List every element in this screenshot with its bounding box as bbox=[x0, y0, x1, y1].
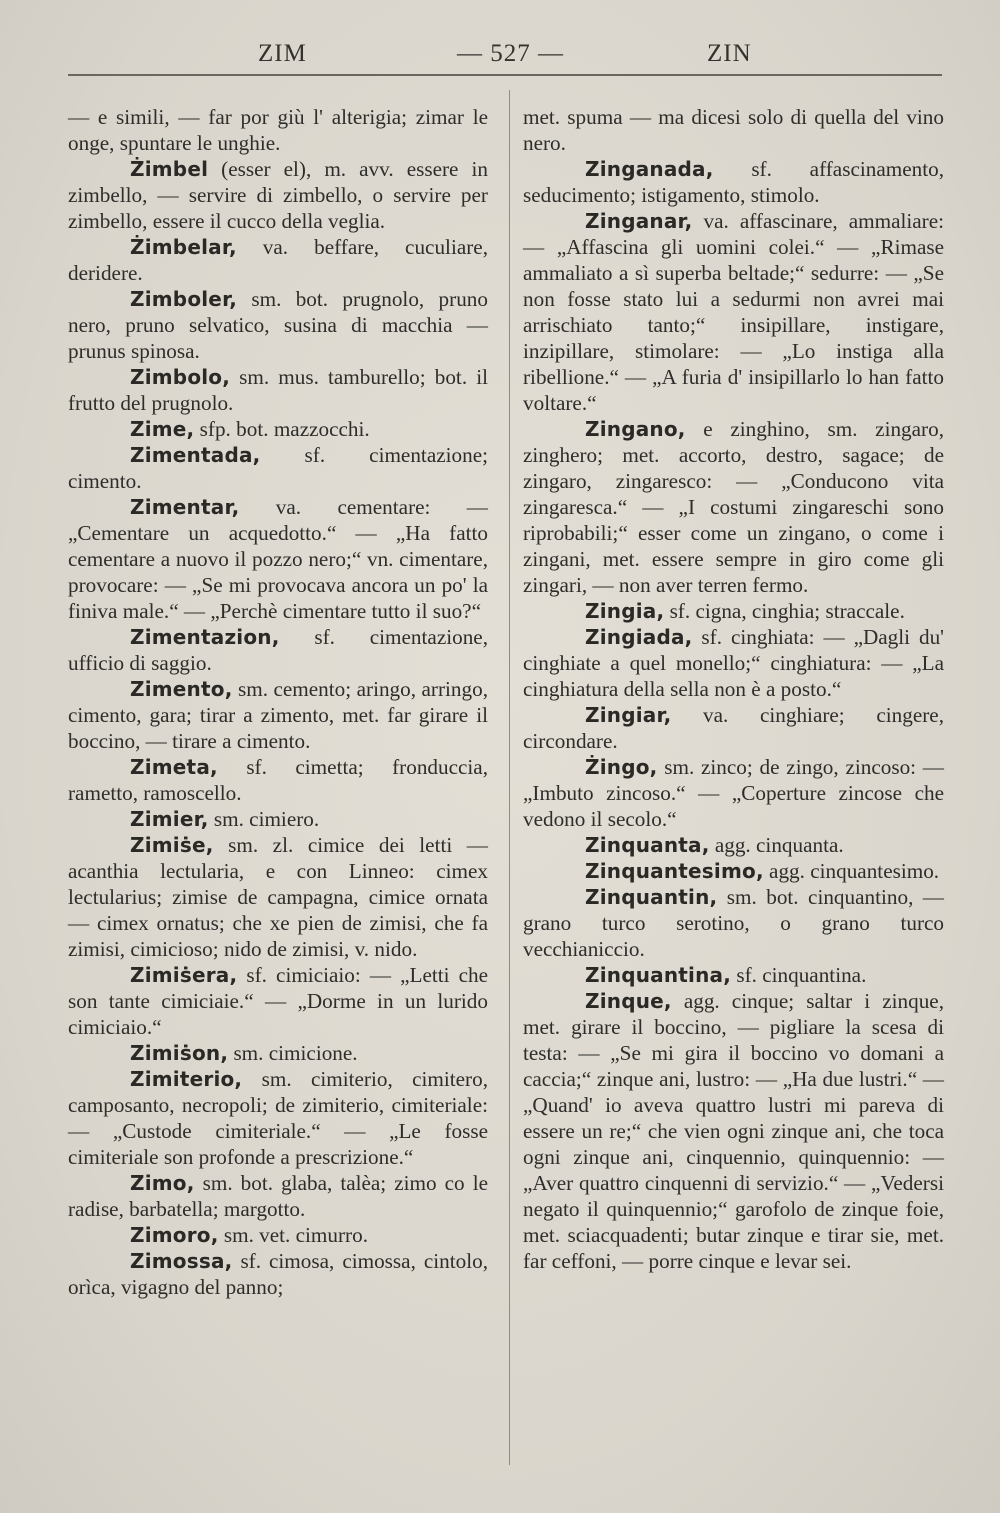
entry-headword: Zimboler, bbox=[130, 287, 237, 311]
dictionary-entry bbox=[68, 442, 488, 494]
entry-headword: Zinganada, bbox=[585, 157, 714, 181]
entry-definition: sm. bot. glaba, talèa; zimo co le radise, barbatella; margotto. bbox=[68, 1171, 488, 1221]
entry-definition: sf. affascinamento, seducimento; istigamento, stimolo. bbox=[523, 157, 944, 207]
entry-definition: sf. cimetta; fronduccia, rametto, ramoscello. bbox=[68, 755, 488, 805]
entry-definition: sm. cimiterio, cimitero, camposanto, necropoli; de zimiterio, cimiteriale: — „Custode cimiteriale.“ — „Le fosse cimiteriale son profonde a prescrizione.“ bbox=[68, 1067, 488, 1169]
entry-headword: Zimiterio, bbox=[130, 1067, 243, 1091]
dictionary-entry bbox=[68, 1066, 488, 1170]
dictionary-entry bbox=[68, 676, 488, 754]
entry-definition: va. cinghiare; cingere, circondare. bbox=[523, 703, 944, 753]
dictionary-entry bbox=[68, 1222, 488, 1248]
right-guide-word: ZIN bbox=[707, 40, 752, 67]
dictionary-entry bbox=[68, 1248, 488, 1300]
entry-definition: sm. mus. tamburello; bot. il frutto del prugnolo. bbox=[68, 365, 488, 415]
entry-definition: va. beffare, cuculiare, deridere. bbox=[68, 235, 488, 285]
dictionary-entry bbox=[523, 988, 944, 1274]
entry-definition: (esser el), m. avv. essere in zimbello, — servire di zimbello, o servire per zimbello, essere il cucco della veglia. bbox=[68, 157, 488, 233]
entry-headword: Zimossa, bbox=[130, 1249, 233, 1273]
header-rule bbox=[68, 74, 942, 76]
dictionary-entry bbox=[523, 624, 944, 702]
entry-headword: Zinque, bbox=[585, 989, 672, 1013]
dictionary-entry bbox=[68, 494, 488, 624]
entry-headword: Zingiar, bbox=[585, 703, 672, 727]
entry-headword: Zimentar, bbox=[130, 495, 240, 519]
entry-definition: sf. cimentazione; cimento. bbox=[68, 443, 488, 493]
entry-definition: sm. cemento; aringo, arringo, cimento, gara; tirar a zimento, met. far girare il boccino, — tirare a cimento. bbox=[68, 677, 488, 753]
entry-headword: Zime, bbox=[130, 417, 195, 441]
entry-headword: Zimo, bbox=[130, 1171, 195, 1195]
entry-definition: sm. cimiero. bbox=[208, 807, 320, 831]
dictionary-entry bbox=[523, 156, 944, 208]
dictionary-entry bbox=[68, 104, 488, 156]
entry-definition: met. spuma — ma dicesi solo di quella del vino nero. bbox=[523, 105, 944, 155]
entry-headword: Zimeta, bbox=[130, 755, 218, 779]
entry-headword: Żimbelar, bbox=[130, 235, 237, 259]
dictionary-entry bbox=[68, 1170, 488, 1222]
entry-definition: sm. cimicione. bbox=[228, 1041, 358, 1065]
entry-headword: Żimbel bbox=[130, 157, 209, 181]
entry-headword: Zimentada, bbox=[130, 443, 261, 467]
right-column bbox=[523, 104, 944, 1274]
entry-definition: sf. cigna, cinghia; straccale. bbox=[664, 599, 905, 623]
dictionary-entry bbox=[68, 962, 488, 1040]
entry-definition: sf. cinquantina. bbox=[731, 963, 867, 987]
entry-headword: Zinquantina, bbox=[585, 963, 732, 987]
entry-headword: Zinquantesimo, bbox=[585, 859, 764, 883]
dictionary-entry bbox=[68, 754, 488, 806]
entry-definition: e zinghino, sm. zingaro, zinghero; met. accorto, destro, sagace; de zingaro, zingaresco: — „Conducono vita zingaresca.“ — „I costumi zingareschi sono riprobabili;“ esser come un zingano, o come i zingani, met. essere sempre in giro come gli zingari, — non aver terren fermo. bbox=[523, 417, 944, 597]
dictionary-entry bbox=[523, 208, 944, 416]
dictionary-entry bbox=[523, 962, 944, 988]
entry-definition: sm. bot. prugnolo, pruno nero, pruno selvatico, susina di macchia — prunus spinosa. bbox=[68, 287, 488, 363]
entry-definition: va. affascinare, ammaliare: — „Affascina gli uomini colei.“ — „Rimase ammaliato a sì superba beltade;“ sedurre: — „Se non fosse stato lui a sedurmi non avrei mai arrischiato tanto;“ insipillare, instigare, inzipillare, stimolare: — „Lo instiga alla ribellione.“ — „A furia d' insipillarlo lo han fatto voltare.“ bbox=[523, 209, 944, 415]
entry-headword: Zinganar, bbox=[585, 209, 693, 233]
page-number: — 527 — bbox=[457, 40, 564, 67]
entry-headword: Zimoro, bbox=[130, 1223, 219, 1247]
dictionary-entry bbox=[68, 156, 488, 234]
dictionary-entry bbox=[523, 416, 944, 598]
dictionary-entry bbox=[68, 806, 488, 832]
entry-headword: Zinquanta, bbox=[585, 833, 710, 857]
dictionary-entry bbox=[523, 754, 944, 832]
dictionary-entry bbox=[68, 832, 488, 962]
entry-headword: Zingiada, bbox=[585, 625, 693, 649]
dictionary-entry bbox=[523, 832, 944, 858]
entry-headword: Zimentazion, bbox=[130, 625, 280, 649]
dictionary-entry bbox=[68, 1040, 488, 1066]
entry-headword: Zimento, bbox=[130, 677, 233, 701]
dictionary-entry bbox=[68, 234, 488, 286]
entry-headword: Zimiṡon, bbox=[130, 1041, 229, 1065]
entry-headword: Zingia, bbox=[585, 599, 665, 623]
entry-headword: Zinquantin, bbox=[585, 885, 718, 909]
dictionary-entry bbox=[523, 598, 944, 624]
entry-definition: agg. cinquantesimo. bbox=[763, 859, 940, 883]
entry-definition: sm. zl. cimice dei letti — acanthia lectularia, e con Linneo: cimex lectularius; zimise de campagna, cimice ornata — cimex ornatus; che xe pien de zimisi, che fa zimisi, cimicioso; nido de zimisi, v. nido. bbox=[68, 833, 488, 961]
dictionary-entry bbox=[68, 364, 488, 416]
column-divider bbox=[509, 90, 510, 1465]
entry-definition: sf. cimosa, cimossa, cintolo, orìca, vigagno del panno; bbox=[68, 1249, 488, 1299]
dictionary-entry bbox=[68, 416, 488, 442]
entry-definition: sf. cimiciaio: — „Letti che son tante cimiciaie.“ — „Dorme in un lurido cimiciaio.“ bbox=[68, 963, 488, 1039]
entry-definition: sm. bot. cinquantino, — grano turco serotino, o grano turco vecchianiccio. bbox=[523, 885, 944, 961]
dictionary-entry bbox=[523, 104, 944, 156]
entry-definition: agg. cinque; saltar i zinque, met. girare il boccino, — pigliare la scesa di testa: — „Se mi gira il boccino vo domani a caccia;“ zinque ani, lustro: — „Ha due lustri.“ — „Quand' io aveva quattro lustri mi pareva di essere un re;“ che vien ogni zinque ani, che toca ogni zinque ani, cinquennio, quinquennio: — „Aver quattro cinquenni di servizio.“ — „Vedersi negato il quinquennio;“ garofolo de zinque foie, met. sciacquadenti; butar zinque e tirar sie, met. far ceffoni, — porre cinque e levar sei. bbox=[523, 989, 944, 1273]
entry-headword: Zimiṡera, bbox=[130, 963, 238, 987]
entry-headword: Zimbolo, bbox=[130, 365, 231, 389]
left-guide-word: ZIM bbox=[258, 40, 307, 67]
dictionary-entry bbox=[68, 624, 488, 676]
left-column bbox=[68, 104, 488, 1300]
entry-definition: sm. vet. cimurro. bbox=[218, 1223, 369, 1247]
entry-definition: va. cementare: — „Cementare un acquedotto.“ — „Ha fatto cementare a nuovo il pozzo nero;“ vn. cimentare, provocare: — „Se mi provocava ancora un po' la finiva male.“ — „Perchè cimentare tutto il suo?“ bbox=[68, 495, 488, 623]
entry-headword: Żingo, bbox=[585, 755, 658, 779]
entry-definition: sf. cinghiata: — „Dagli du' cinghiate a quel monello;“ cinghiatura: — „La cinghiatura della sella non è a posto.“ bbox=[523, 625, 944, 701]
entry-definition: sfp. bot. mazzocchi. bbox=[194, 417, 370, 441]
dictionary-entry bbox=[523, 884, 944, 962]
entry-definition: sf. cimentazione, ufficio di saggio. bbox=[68, 625, 488, 675]
entry-definition: — e simili, — far por giù l' alterigia; zimar le onge, spuntare le unghie. bbox=[68, 105, 488, 155]
entry-headword: Zimiṡe, bbox=[130, 833, 214, 857]
entry-headword: Zingano, bbox=[585, 417, 686, 441]
dictionary-entry bbox=[523, 702, 944, 754]
dictionary-entry bbox=[68, 286, 488, 364]
entry-definition: agg. cinquanta. bbox=[709, 833, 844, 857]
entry-definition: sm. zinco; de zingo, zincoso: — „Imbuto zincoso.“ — „Coperture zincose che vedono il secolo.“ bbox=[523, 755, 944, 831]
dictionary-entry bbox=[523, 858, 944, 884]
entry-headword: Zimier, bbox=[130, 807, 209, 831]
